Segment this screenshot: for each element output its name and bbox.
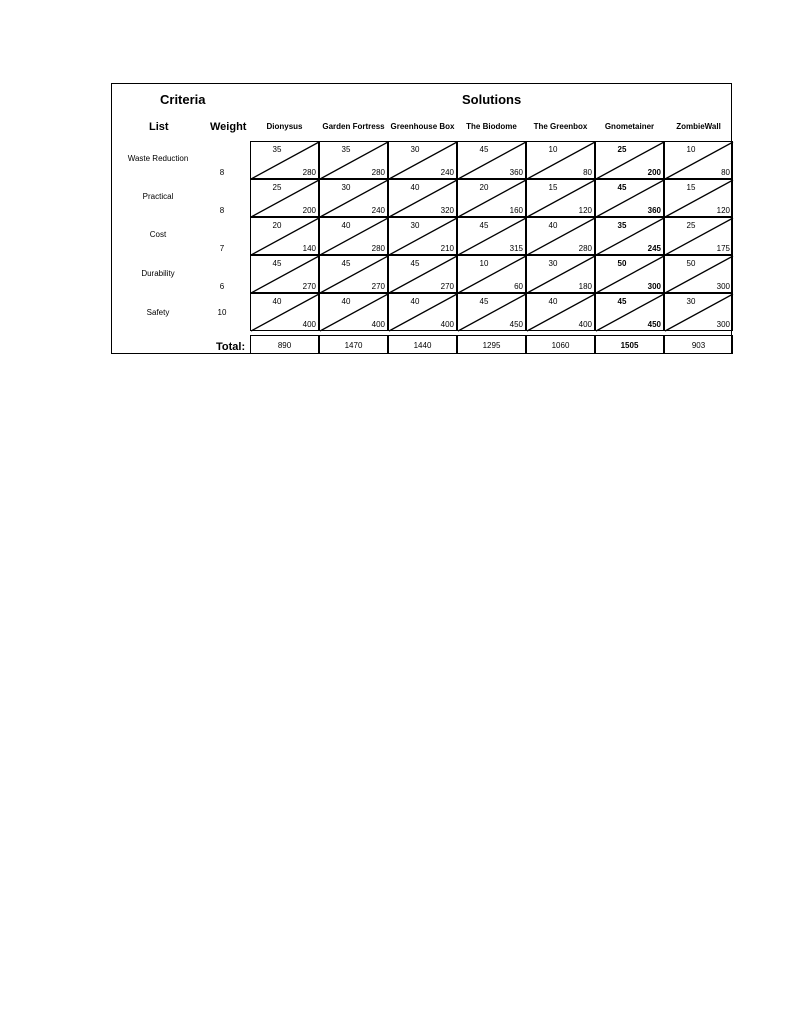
raw-score: 40: [548, 297, 558, 306]
raw-score: 45: [410, 259, 420, 268]
score-cell: [388, 255, 457, 293]
weighted-score: 400: [578, 320, 592, 329]
total-cell: 1505: [595, 335, 664, 354]
weighted-score: 80: [583, 168, 592, 177]
solutions-title: Solutions: [462, 92, 522, 107]
weighted-score: 60: [514, 282, 523, 291]
weighted-score: 280: [371, 244, 385, 253]
list-column-header: List: [149, 121, 169, 133]
weighted-score: 315: [509, 244, 523, 253]
weighted-score: 280: [371, 168, 385, 177]
raw-score: 45: [617, 183, 627, 192]
score-cell: [457, 217, 526, 255]
score-cell: [664, 141, 733, 179]
raw-score: 45: [479, 297, 489, 306]
score-cell: [664, 217, 733, 255]
total-cell: 1295: [457, 335, 526, 354]
score-cell: [457, 293, 526, 331]
weighted-score: 300: [716, 282, 730, 291]
solution-header: Dionysus: [266, 122, 303, 131]
score-cell: [664, 255, 733, 293]
weighted-score: 360: [509, 168, 523, 177]
weight-column-header: Weight: [210, 121, 247, 133]
criterion-weight: 10: [217, 308, 227, 317]
total-cell: 903: [664, 335, 733, 354]
raw-score: 45: [479, 145, 489, 154]
raw-score: 35: [617, 221, 627, 230]
raw-score: 15: [686, 183, 696, 192]
raw-score: 45: [479, 221, 489, 230]
score-cell: [319, 217, 388, 255]
solution-header: ZombieWall: [676, 122, 721, 131]
raw-score: 40: [341, 297, 351, 306]
weighted-score: 270: [440, 282, 454, 291]
weighted-score: 175: [716, 244, 730, 253]
score-cell: [457, 141, 526, 179]
criterion-weight: 7: [219, 244, 225, 253]
score-cell: [595, 179, 664, 217]
criterion-name: Cost: [149, 230, 167, 239]
raw-score: 30: [341, 183, 351, 192]
weighted-score: 450: [647, 320, 661, 329]
solution-header: The Greenbox: [533, 122, 588, 131]
weighted-score: 400: [440, 320, 454, 329]
raw-score: 45: [272, 259, 282, 268]
raw-score: 30: [410, 221, 420, 230]
raw-score: 20: [272, 221, 282, 230]
weighted-score: 300: [647, 282, 661, 291]
raw-score: 10: [479, 259, 489, 268]
score-cell: [664, 293, 733, 331]
raw-score: 40: [548, 221, 558, 230]
score-cell: [250, 179, 319, 217]
total-label: Total:: [216, 341, 246, 353]
weighted-score: 400: [371, 320, 385, 329]
score-cell: [595, 217, 664, 255]
weighted-score: 140: [302, 244, 316, 253]
raw-score: 35: [272, 145, 282, 154]
solution-header: The Biodome: [466, 122, 517, 131]
weighted-score: 270: [371, 282, 385, 291]
weighted-score: 180: [578, 282, 592, 291]
raw-score: 25: [686, 221, 696, 230]
weighted-score: 270: [302, 282, 316, 291]
criterion-name: Waste Reduction: [127, 154, 189, 163]
score-cell: [526, 255, 595, 293]
weighted-score: 300: [716, 320, 730, 329]
weighted-score: 450: [509, 320, 523, 329]
weighted-score: 160: [509, 206, 523, 215]
weighted-score: 80: [721, 168, 730, 177]
raw-score: 40: [272, 297, 282, 306]
criterion-name: Durability: [141, 269, 175, 278]
totals-row: [250, 335, 733, 353]
raw-score: 50: [686, 259, 696, 268]
total-cell: 1060: [526, 335, 595, 354]
weighted-score: 320: [440, 206, 454, 215]
score-cell: [595, 293, 664, 331]
score-cell: [388, 217, 457, 255]
raw-score: 30: [548, 259, 558, 268]
raw-score: 45: [341, 259, 351, 268]
score-cell: [250, 217, 319, 255]
total-cell: 1470: [319, 335, 388, 354]
weighted-score: 200: [302, 206, 316, 215]
weighted-score: 120: [578, 206, 592, 215]
criterion-name: Safety: [146, 308, 170, 317]
criteria-title: Criteria: [160, 92, 206, 107]
weighted-score: 200: [647, 168, 661, 177]
solution-header: Gnometainer: [604, 122, 655, 131]
score-cell: [526, 179, 595, 217]
weighted-score: 210: [440, 244, 454, 253]
score-cell: [457, 255, 526, 293]
score-cell: [250, 255, 319, 293]
weighted-score: 240: [440, 168, 454, 177]
weighted-score: 280: [578, 244, 592, 253]
raw-score: 10: [686, 145, 696, 154]
score-cell: [664, 179, 733, 217]
raw-score: 20: [479, 183, 489, 192]
raw-score: 50: [617, 259, 627, 268]
score-cell: [457, 179, 526, 217]
score-cell: [319, 141, 388, 179]
score-cell: [388, 179, 457, 217]
score-cell: [388, 293, 457, 331]
score-grid: [250, 141, 732, 333]
score-cell: [526, 141, 595, 179]
weighted-score: 400: [302, 320, 316, 329]
weighted-score: 120: [716, 206, 730, 215]
score-cell: [526, 217, 595, 255]
raw-score: 15: [548, 183, 558, 192]
weighted-score: 280: [302, 168, 316, 177]
criterion-weight: 8: [219, 168, 225, 177]
criterion-weight: 6: [219, 282, 225, 291]
raw-score: 25: [272, 183, 282, 192]
score-cell: [250, 141, 319, 179]
weighted-score: 245: [647, 244, 661, 253]
raw-score: 40: [410, 183, 420, 192]
score-cell: [526, 293, 595, 331]
weighted-score: 240: [371, 206, 385, 215]
raw-score: 40: [341, 221, 351, 230]
solution-header: Greenhouse Box: [390, 122, 455, 131]
total-cell: 1440: [388, 335, 457, 354]
raw-score: 35: [341, 145, 351, 154]
raw-score: 10: [548, 145, 558, 154]
score-cell: [319, 255, 388, 293]
score-cell: [595, 255, 664, 293]
criterion-name: Practical: [142, 192, 174, 201]
score-cell: [595, 141, 664, 179]
score-cell: [250, 293, 319, 331]
score-cell: [319, 293, 388, 331]
raw-score: 25: [617, 145, 627, 154]
raw-score: 45: [617, 297, 627, 306]
decision-matrix: [111, 83, 732, 354]
weighted-score: 360: [647, 206, 661, 215]
solution-header: Garden Fortress: [322, 122, 385, 131]
raw-score: 30: [410, 145, 420, 154]
raw-score: 40: [410, 297, 420, 306]
total-cell: 890: [250, 335, 319, 354]
score-cell: [319, 179, 388, 217]
score-cell: [388, 141, 457, 179]
raw-score: 30: [686, 297, 696, 306]
criterion-weight: 8: [219, 206, 225, 215]
